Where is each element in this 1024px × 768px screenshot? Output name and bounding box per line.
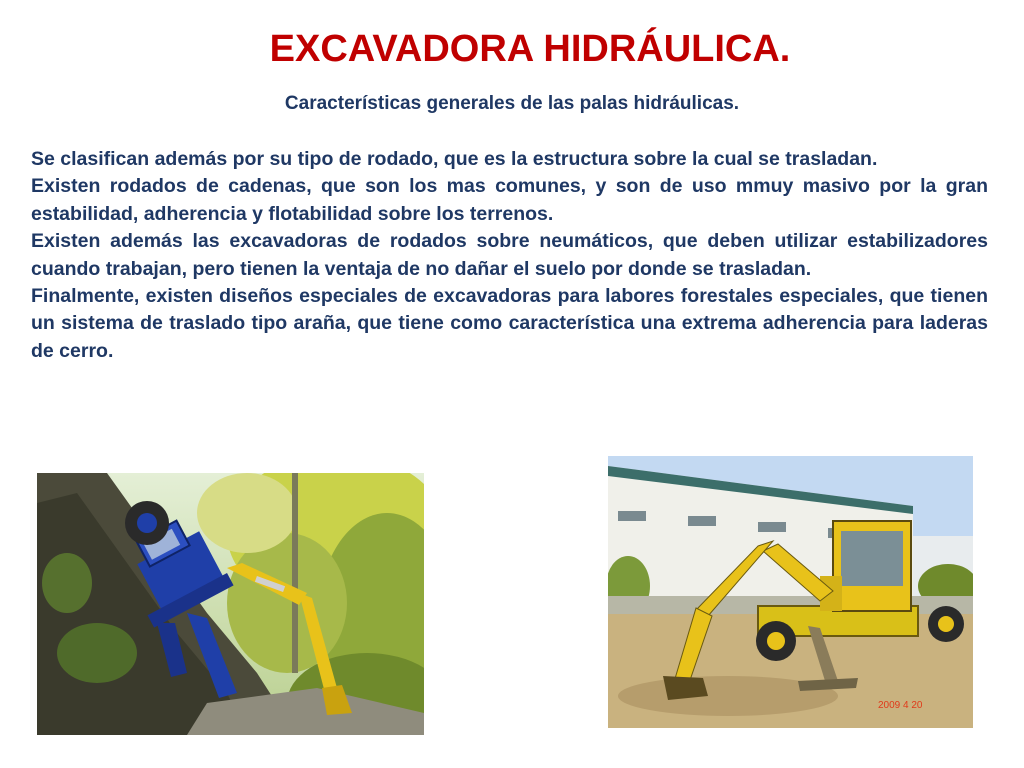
paragraph-neumaticos: Existen además las excavadoras de rodados sobre neumáticos, que deben utilizar estabilizadores cuando trabajan, pero tienen la ventaja de no dañar el suelo por donde se trasladan. [31,230,988,280]
wheeled-excavator-photo [608,456,973,728]
slide-title: EXCAVADORA HIDRÁULICA. [269,28,791,70]
photo-date-stamp: 2009 4 20 [878,700,923,711]
paragraph-arana: Finalmente, existen diseños especiales de excavadoras para labores forestales especiales, que tienen un sistema de traslado tipo araña, que tiene como característica una extrema adherencia para laderas de cerro. [31,285,988,362]
paragraph-rodado: Se clasifican además por su tipo de rodado, que es la estructura sobre la cual se trasladan. [31,148,878,170]
slide-subtitle: Características generales de las palas hidráulicas. [284,93,740,114]
body-text [31,146,988,365]
paragraph-cadenas: Existen rodados de cadenas, que son los mas comunes, y son de uso mmuy masivo por la gran estabilidad, adherencia y flotabilidad sobre los terrenos. [31,175,988,225]
walking-excavator-photo [37,473,424,735]
